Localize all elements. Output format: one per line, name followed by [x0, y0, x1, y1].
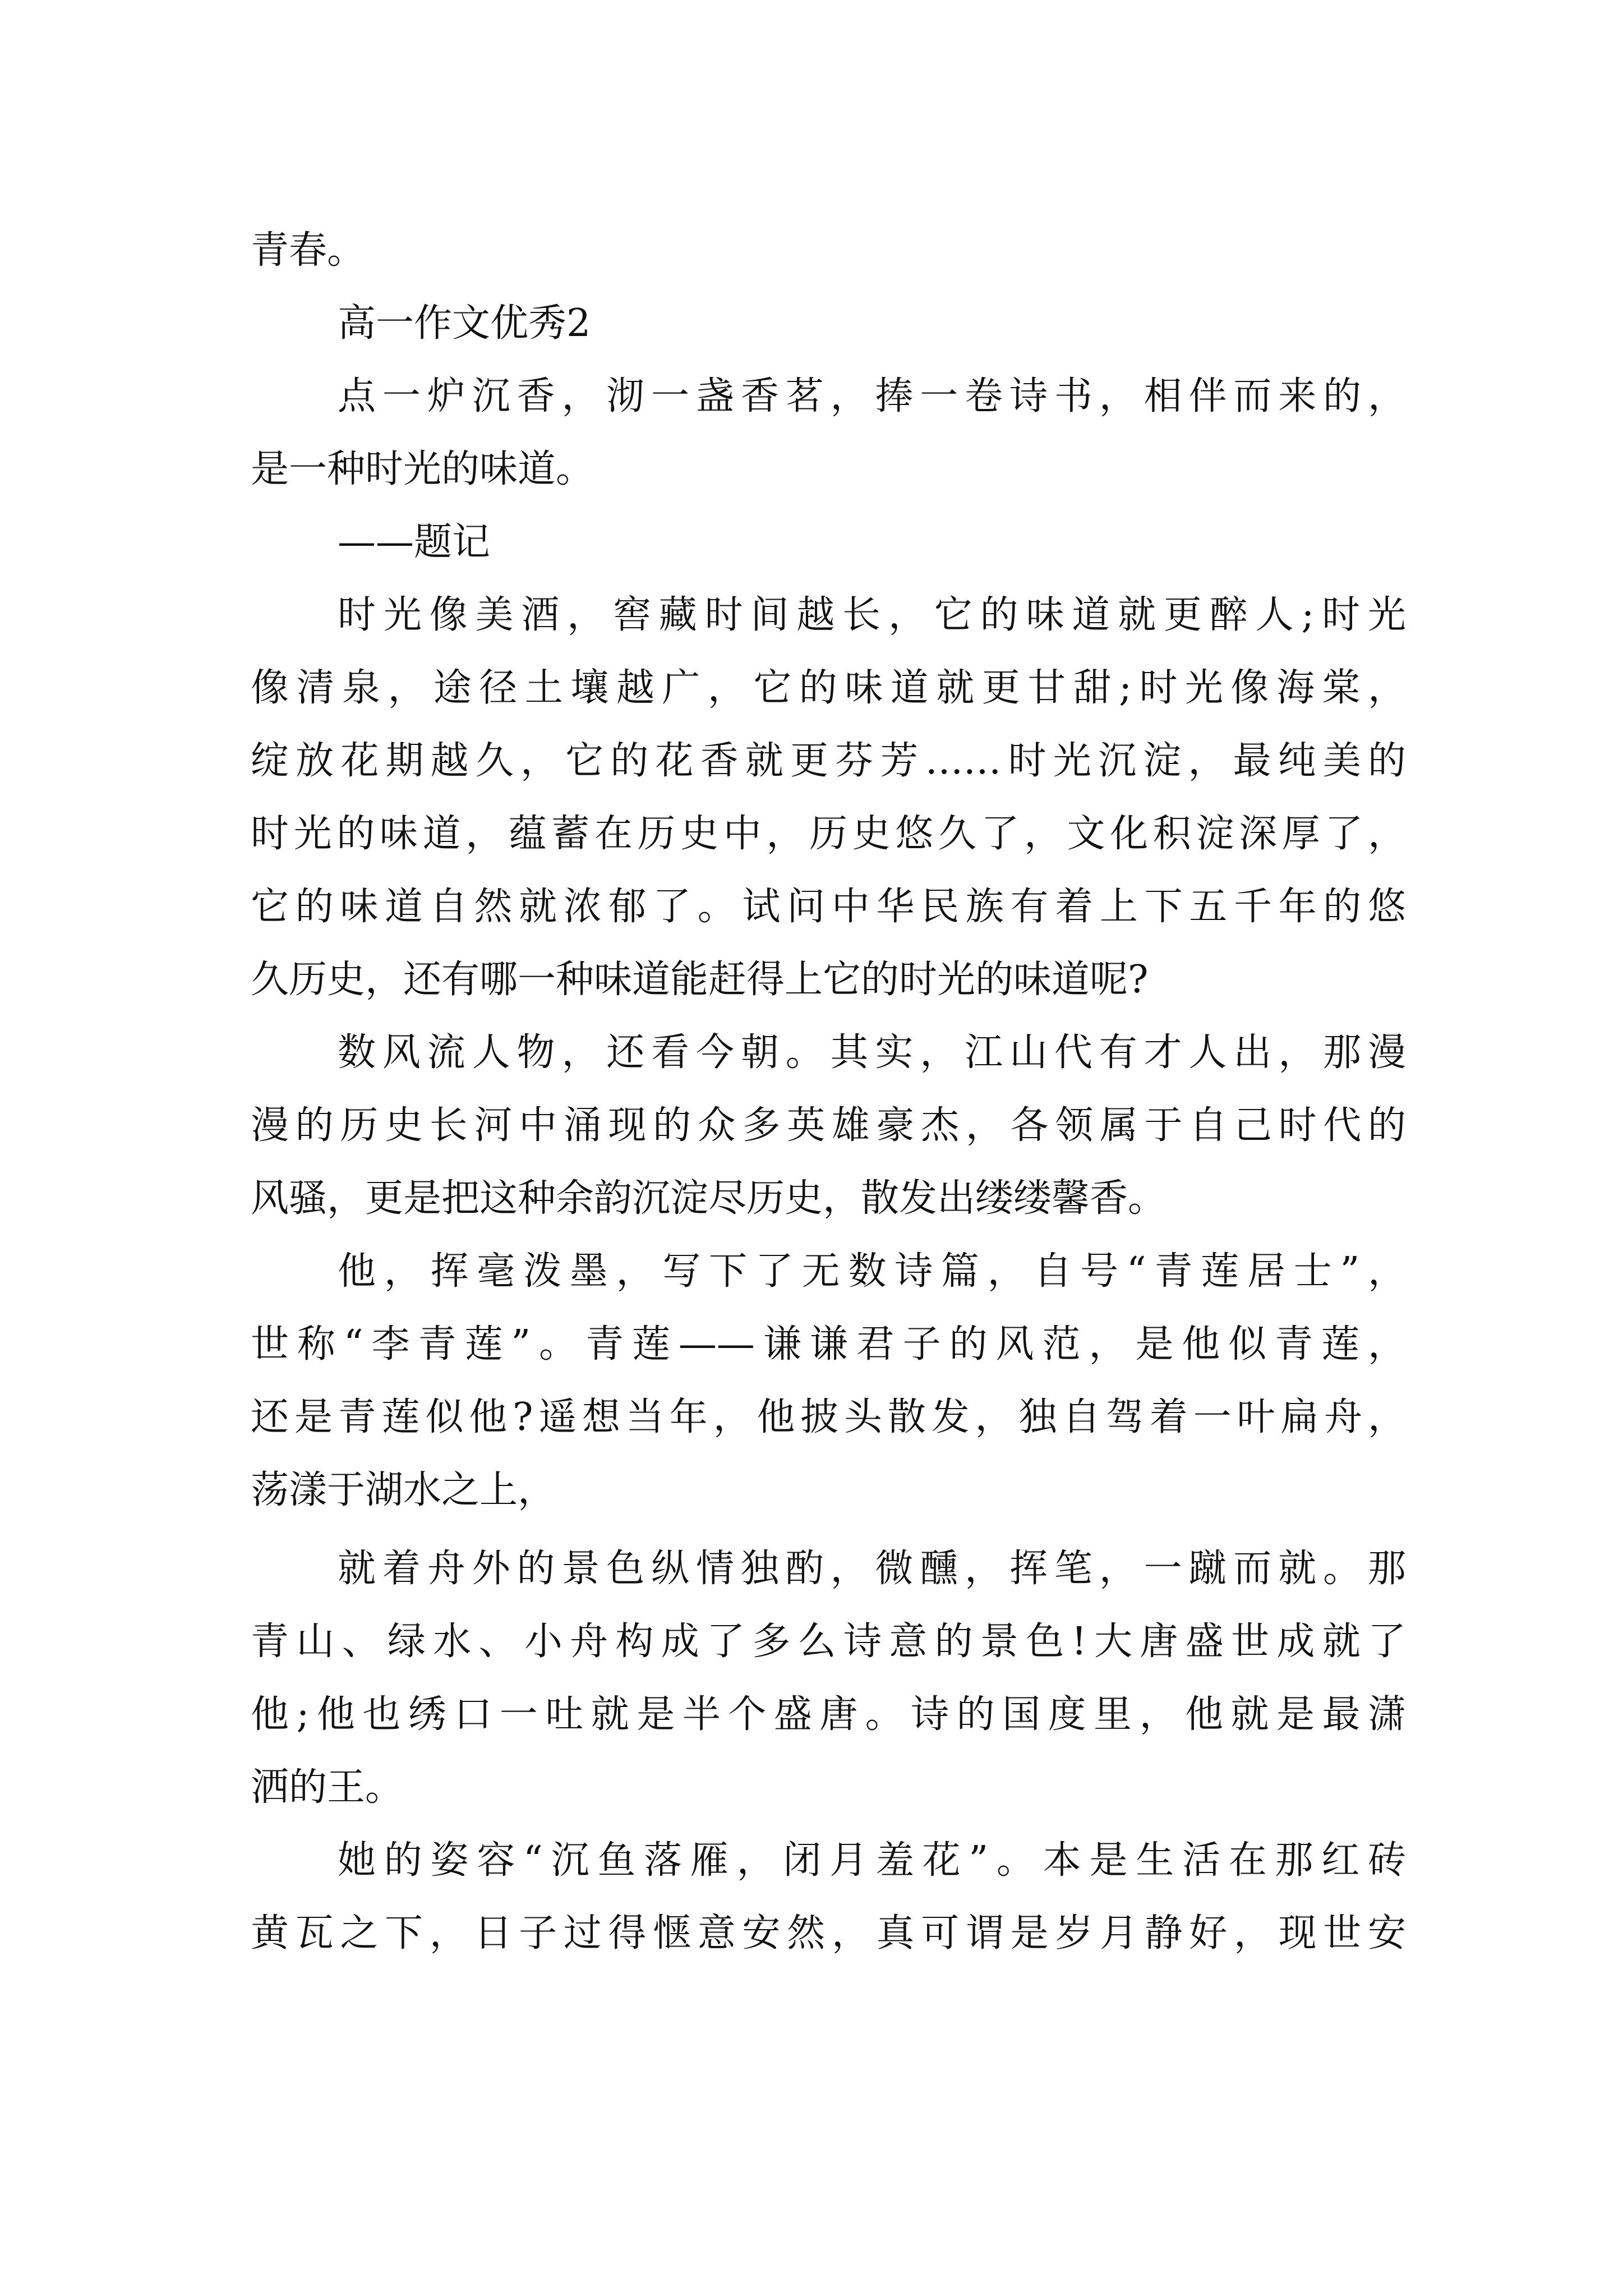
section-heading: 高一作文优秀2: [338, 301, 591, 346]
text-line: 点一炉沉香，沏一盏香茗，捧一卷诗书，相伴而来的，: [338, 374, 1406, 418]
text-line: 漫的历史长河中涌现的众多英雄豪杰，各领属于自己时代的: [251, 1103, 1406, 1148]
text-line: 青春。: [251, 228, 366, 273]
text-line: 就着舟外的景色纵情独酌，微醺，挥笔，一蹴而就。那: [338, 1547, 1406, 1591]
text-line: 像清泉，途径土壤越广，它的味道就更甘甜;时光像海棠，: [251, 666, 1406, 710]
text-line: 它的味道自然就浓郁了。试问中华民族有着上下五千年的悠: [251, 885, 1406, 929]
text-line: 他;他也绣口一吐就是半个盛唐。诗的国度里，他就是最潇: [251, 1692, 1406, 1737]
text-line: 数风流人物，还看今朝。其实，江山代有才人出，那漫: [338, 1030, 1406, 1075]
text-line: 时光像美酒，窖藏时间越长，它的味道就更醉人;时光: [338, 593, 1406, 637]
text-line: 风骚，更是把这种余韵沉淀尽历史，散发出缕缕馨香。: [251, 1176, 1166, 1221]
text-line: 荡漾于湖水之上，: [251, 1468, 556, 1512]
text-line: 久历史，还有哪一种味道能赶得上它的时光的味道呢?: [251, 958, 1149, 1002]
text-line: 黄瓦之下，日子过得惬意安然，真可谓是岁月静好，现世安: [251, 1911, 1406, 1955]
text-line: 世称“李青莲”。青莲——谦谦君子的风范，是他似青莲，: [251, 1322, 1406, 1366]
epigraph-attribution: ——题记: [338, 520, 491, 564]
text-line: 还是青莲似他?遥想当年，他披头散发，独自驾着一叶扁舟，: [251, 1395, 1406, 1439]
text-line: 她的姿容“沉鱼落雁，闭月羞花”。本是生活在那红砖: [338, 1838, 1406, 1883]
text-line: 洒的王。: [251, 1765, 404, 1810]
text-line: 他，挥毫泼墨，写下了无数诗篇，自号“青莲居士”，: [338, 1249, 1406, 1294]
text-line: 是一种时光的味道。: [251, 447, 594, 491]
text-line: 绽放花期越久，它的花香就更芬芳……时光沉淀，最纯美的: [251, 739, 1406, 783]
text-line: 时光的味道，蕴蓄在历史中，历史悠久了，文化积淀深厚了，: [251, 812, 1406, 856]
text-line: 青山、绿水、小舟构成了多么诗意的景色!大唐盛世成就了: [251, 1619, 1406, 1664]
